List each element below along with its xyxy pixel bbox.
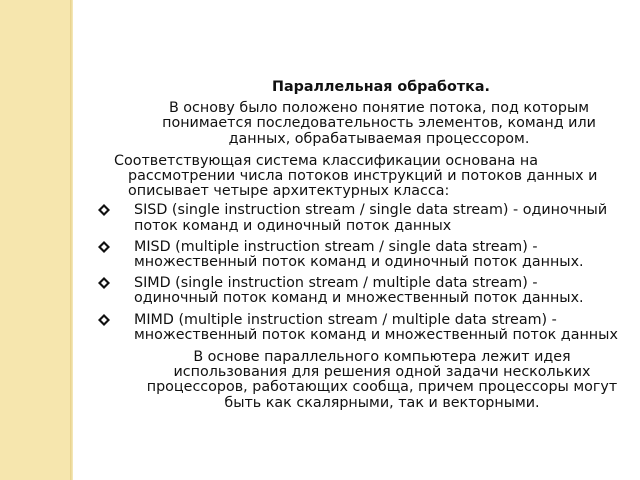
- classification-paragraph: Соответствующая система классификации основана на рассмотрении числа потоков инструкций и потоков данных и описывает четыре архитектурных класса:: [114, 152, 598, 200]
- list-item: [114, 240, 620, 270]
- slide-content: [114, 80, 620, 411]
- conclusion-paragraph: В основе параллельного компьютера лежит идея использования для решения одной задачи нескольких процессоров, работающих сообща, причем процессоры могут быть как скалярными, так и векторными.: [146, 349, 618, 411]
- bullet-diamond-icon: [98, 277, 110, 289]
- list-item-text: MIMD (multiple instruction stream / multiple data stream) - множественный поток команд и множественный поток данных: [134, 311, 618, 343]
- list-item-text: SISD (single instruction stream / single data stream) - одиночный поток команд и одиночный поток данных: [134, 202, 608, 234]
- intro-paragraph: В основу было положено понятие потока, под которым понимается последовательность элементов, команд или данных, обрабатываемая процессором.: [162, 100, 596, 147]
- list-item: [114, 203, 620, 233]
- slide-title: Параллельная обработка.: [272, 79, 490, 95]
- list-item-text: MISD (multiple instruction stream / single data stream) - множественный поток команд и одиночный поток данных.: [134, 238, 584, 271]
- bullet-diamond-icon: [98, 241, 110, 253]
- architecture-class-list: [114, 203, 620, 343]
- decorative-band-edge: [70, 0, 73, 480]
- decorative-side-band: [0, 0, 70, 480]
- list-item-text: SIMD (single instruction stream / multiple data stream) - одиночный поток команд и множественный поток данных.: [134, 275, 584, 307]
- list-item: [114, 276, 620, 306]
- bullet-diamond-icon: [98, 314, 110, 326]
- list-item: [114, 313, 620, 343]
- bullet-diamond-icon: [98, 204, 110, 216]
